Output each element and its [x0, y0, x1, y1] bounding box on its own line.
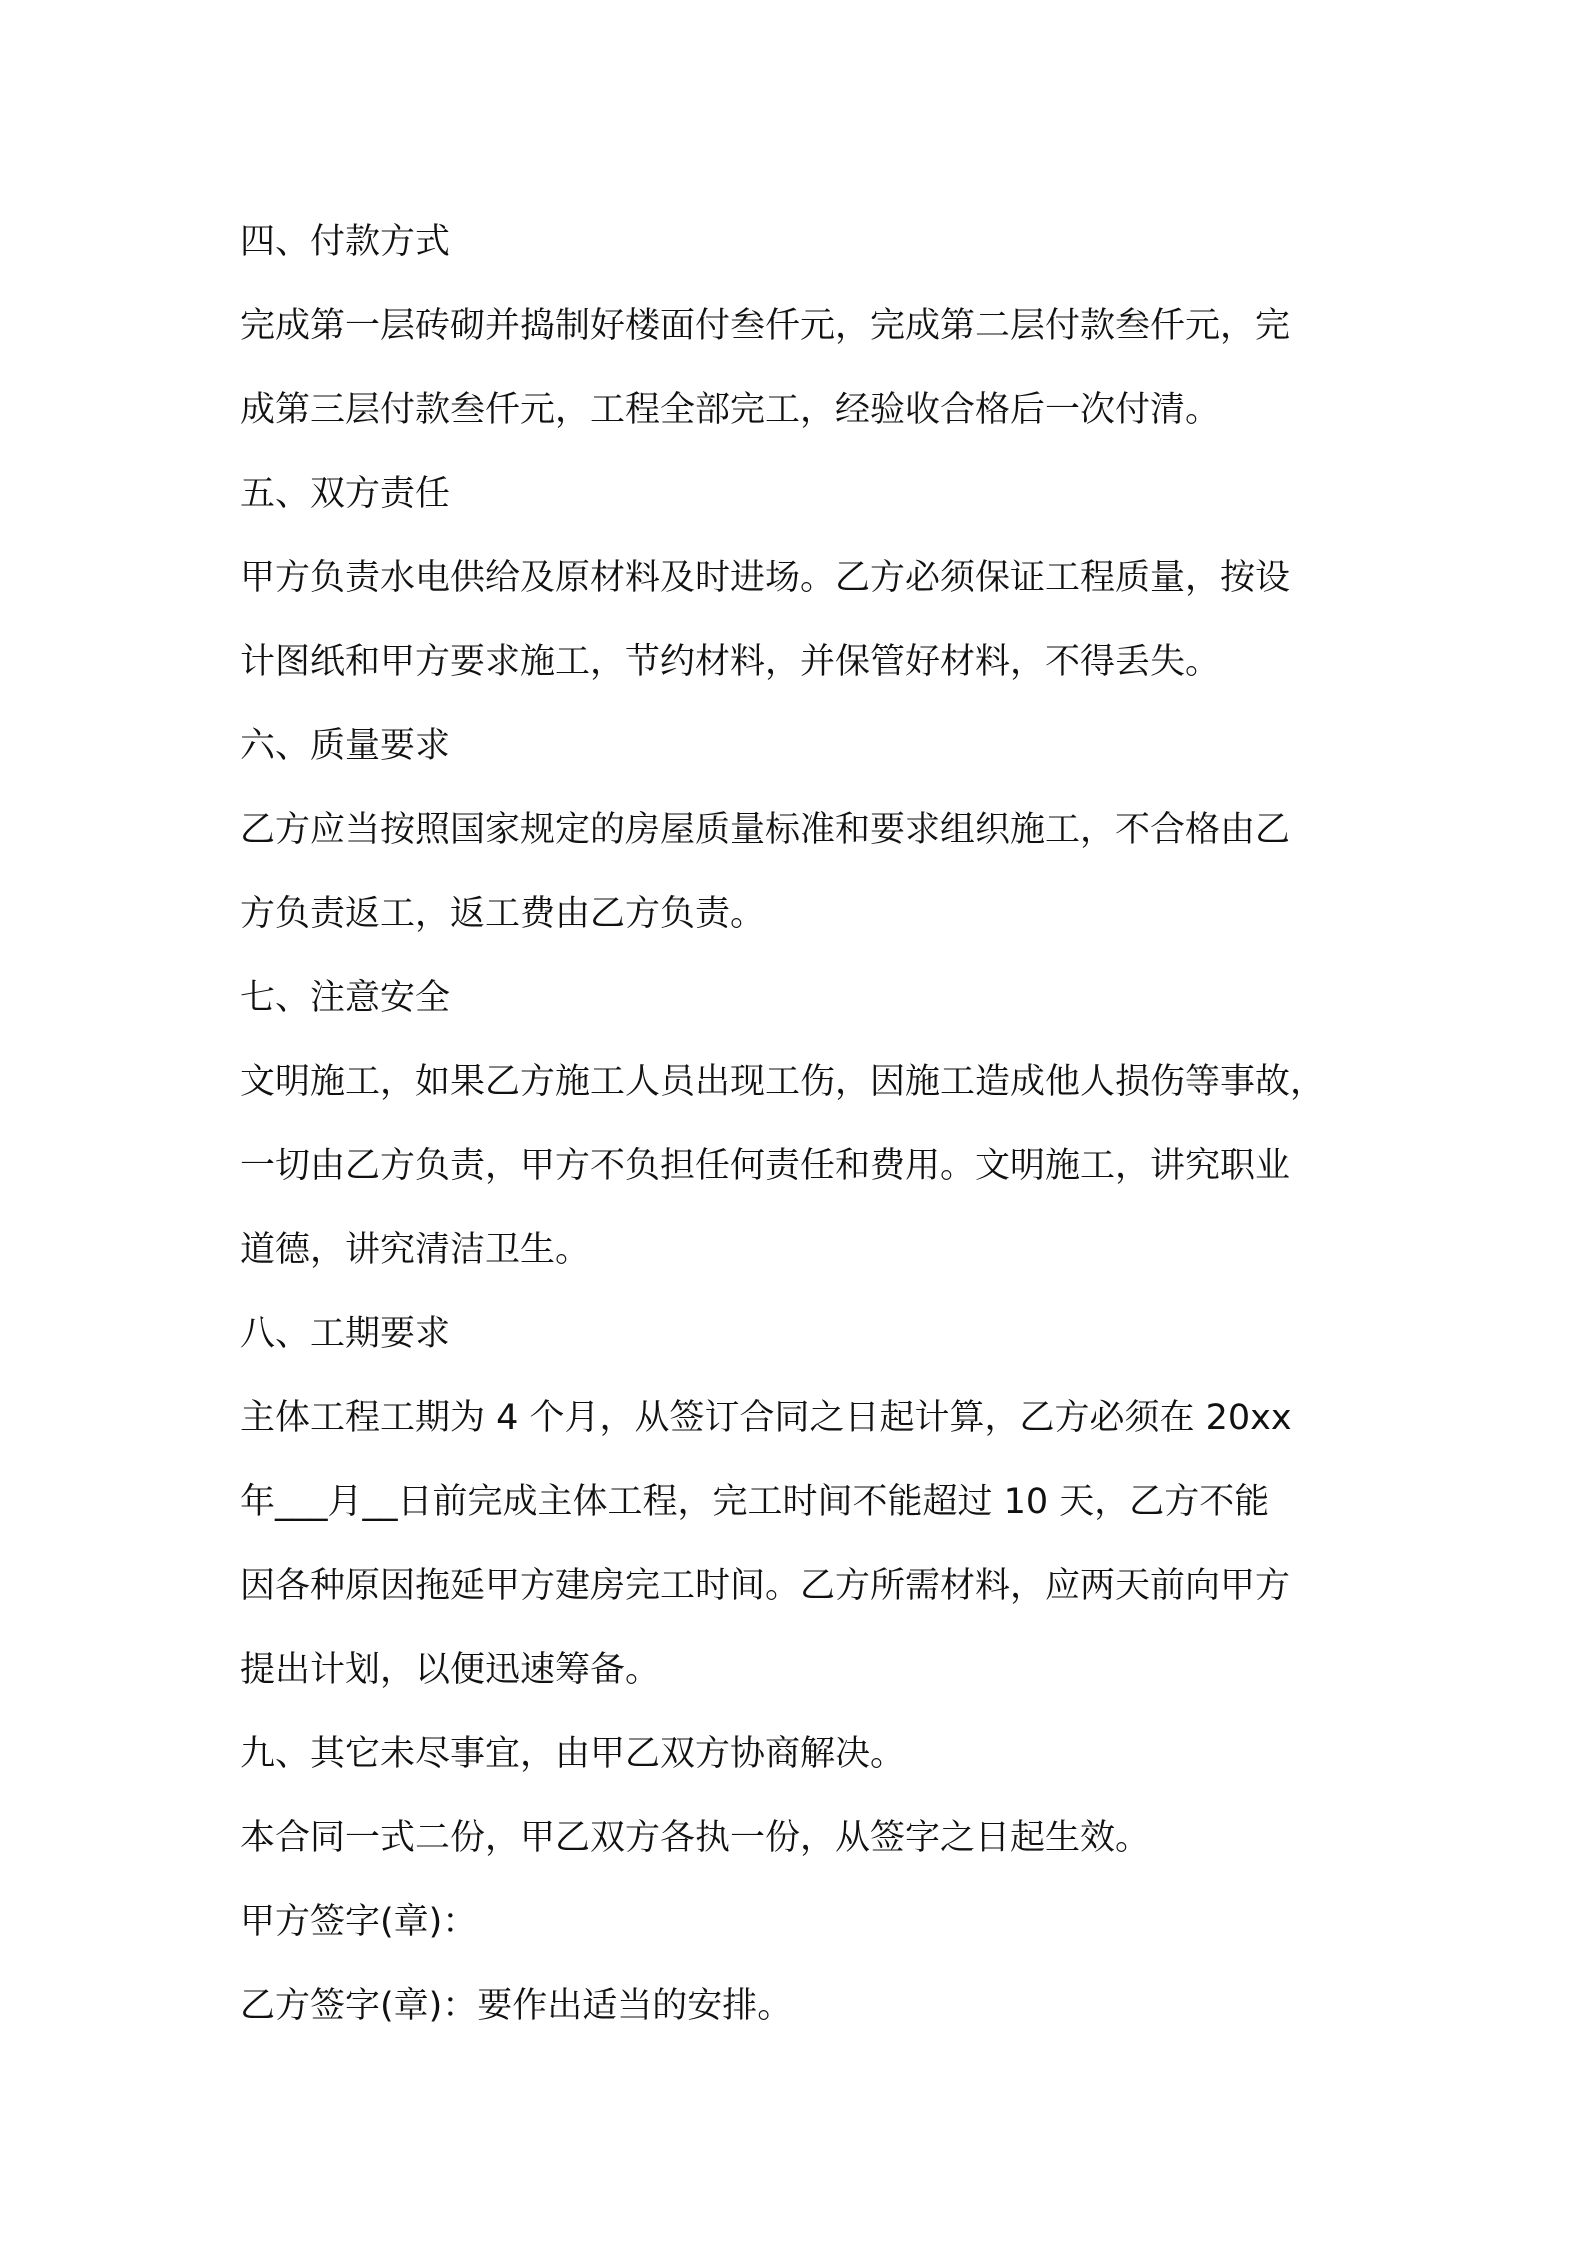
section-paragraph — [240, 788, 1360, 956]
paragraph-line: 完成第一层砖砌并捣制好楼面付叁仟元，完成第二层付款叁仟元，完 — [240, 306, 1291, 346]
section-paragraph — [240, 284, 1360, 452]
contract-body — [240, 200, 1360, 2048]
section-paragraph — [240, 1376, 1360, 1712]
copies-clause: 本合同一式二份，甲乙双方各执一份，从签字之日起生效。 — [240, 1818, 1151, 1858]
paragraph-line: 年___月__日前完成主体工程，完工时间不能超过 10 天，乙方不能 — [240, 1482, 1270, 1522]
paragraph-line: 主体工程工期为 4 个月，从签订合同之日起计算，乙方必须在 20xx — [240, 1398, 1292, 1438]
section-heading: 五、双方责任 — [240, 474, 451, 514]
section-heading: 六、质量要求 — [240, 726, 451, 766]
section-responsibilities — [240, 452, 1360, 704]
paragraph-line: 方负责返工，返工费由乙方负责。 — [240, 894, 766, 934]
party-b-signature: 乙方签字(章)：要作出适当的安排。 — [240, 1986, 793, 2026]
section-heading: 四、付款方式 — [240, 222, 451, 262]
contract-closing — [240, 1712, 1360, 2048]
party-a-signature: 甲方签字(章)： — [240, 1902, 478, 1942]
section-payment — [240, 200, 1360, 452]
section-paragraph — [240, 1040, 1360, 1292]
section-heading: 八、工期要求 — [240, 1314, 451, 1354]
paragraph-line: 计图纸和甲方要求施工，节约材料，并保管好材料，不得丢失。 — [240, 642, 1221, 682]
paragraph-line: 文明施工，如果乙方施工人员出现工伤，因施工造成他人损伤等事故， — [240, 1062, 1326, 1102]
item-nine: 九、其它未尽事宜，由甲乙双方协商解决。 — [240, 1734, 906, 1774]
section-schedule — [240, 1292, 1360, 1712]
paragraph-line: 乙方应当按照国家规定的房屋质量标准和要求组织施工，不合格由乙 — [240, 810, 1291, 850]
paragraph-line: 因各种原因拖延甲方建房完工时间。乙方所需材料，应两天前向甲方 — [240, 1566, 1291, 1606]
paragraph-line: 提出计划，以便迅速筹备。 — [240, 1650, 661, 1690]
paragraph-line: 甲方负责水电供给及原材料及时进场。乙方必须保证工程质量，按设 — [240, 558, 1291, 598]
section-quality — [240, 704, 1360, 956]
paragraph-line: 成第三层付款叁仟元，工程全部完工，经验收合格后一次付清。 — [240, 390, 1221, 430]
paragraph-line: 道德，讲究清洁卫生。 — [240, 1230, 591, 1270]
section-heading: 七、注意安全 — [240, 978, 451, 1018]
paragraph-line: 一切由乙方负责，甲方不负担任何责任和费用。文明施工，讲究职业 — [240, 1146, 1291, 1186]
section-safety — [240, 956, 1360, 1292]
section-paragraph — [240, 536, 1360, 704]
